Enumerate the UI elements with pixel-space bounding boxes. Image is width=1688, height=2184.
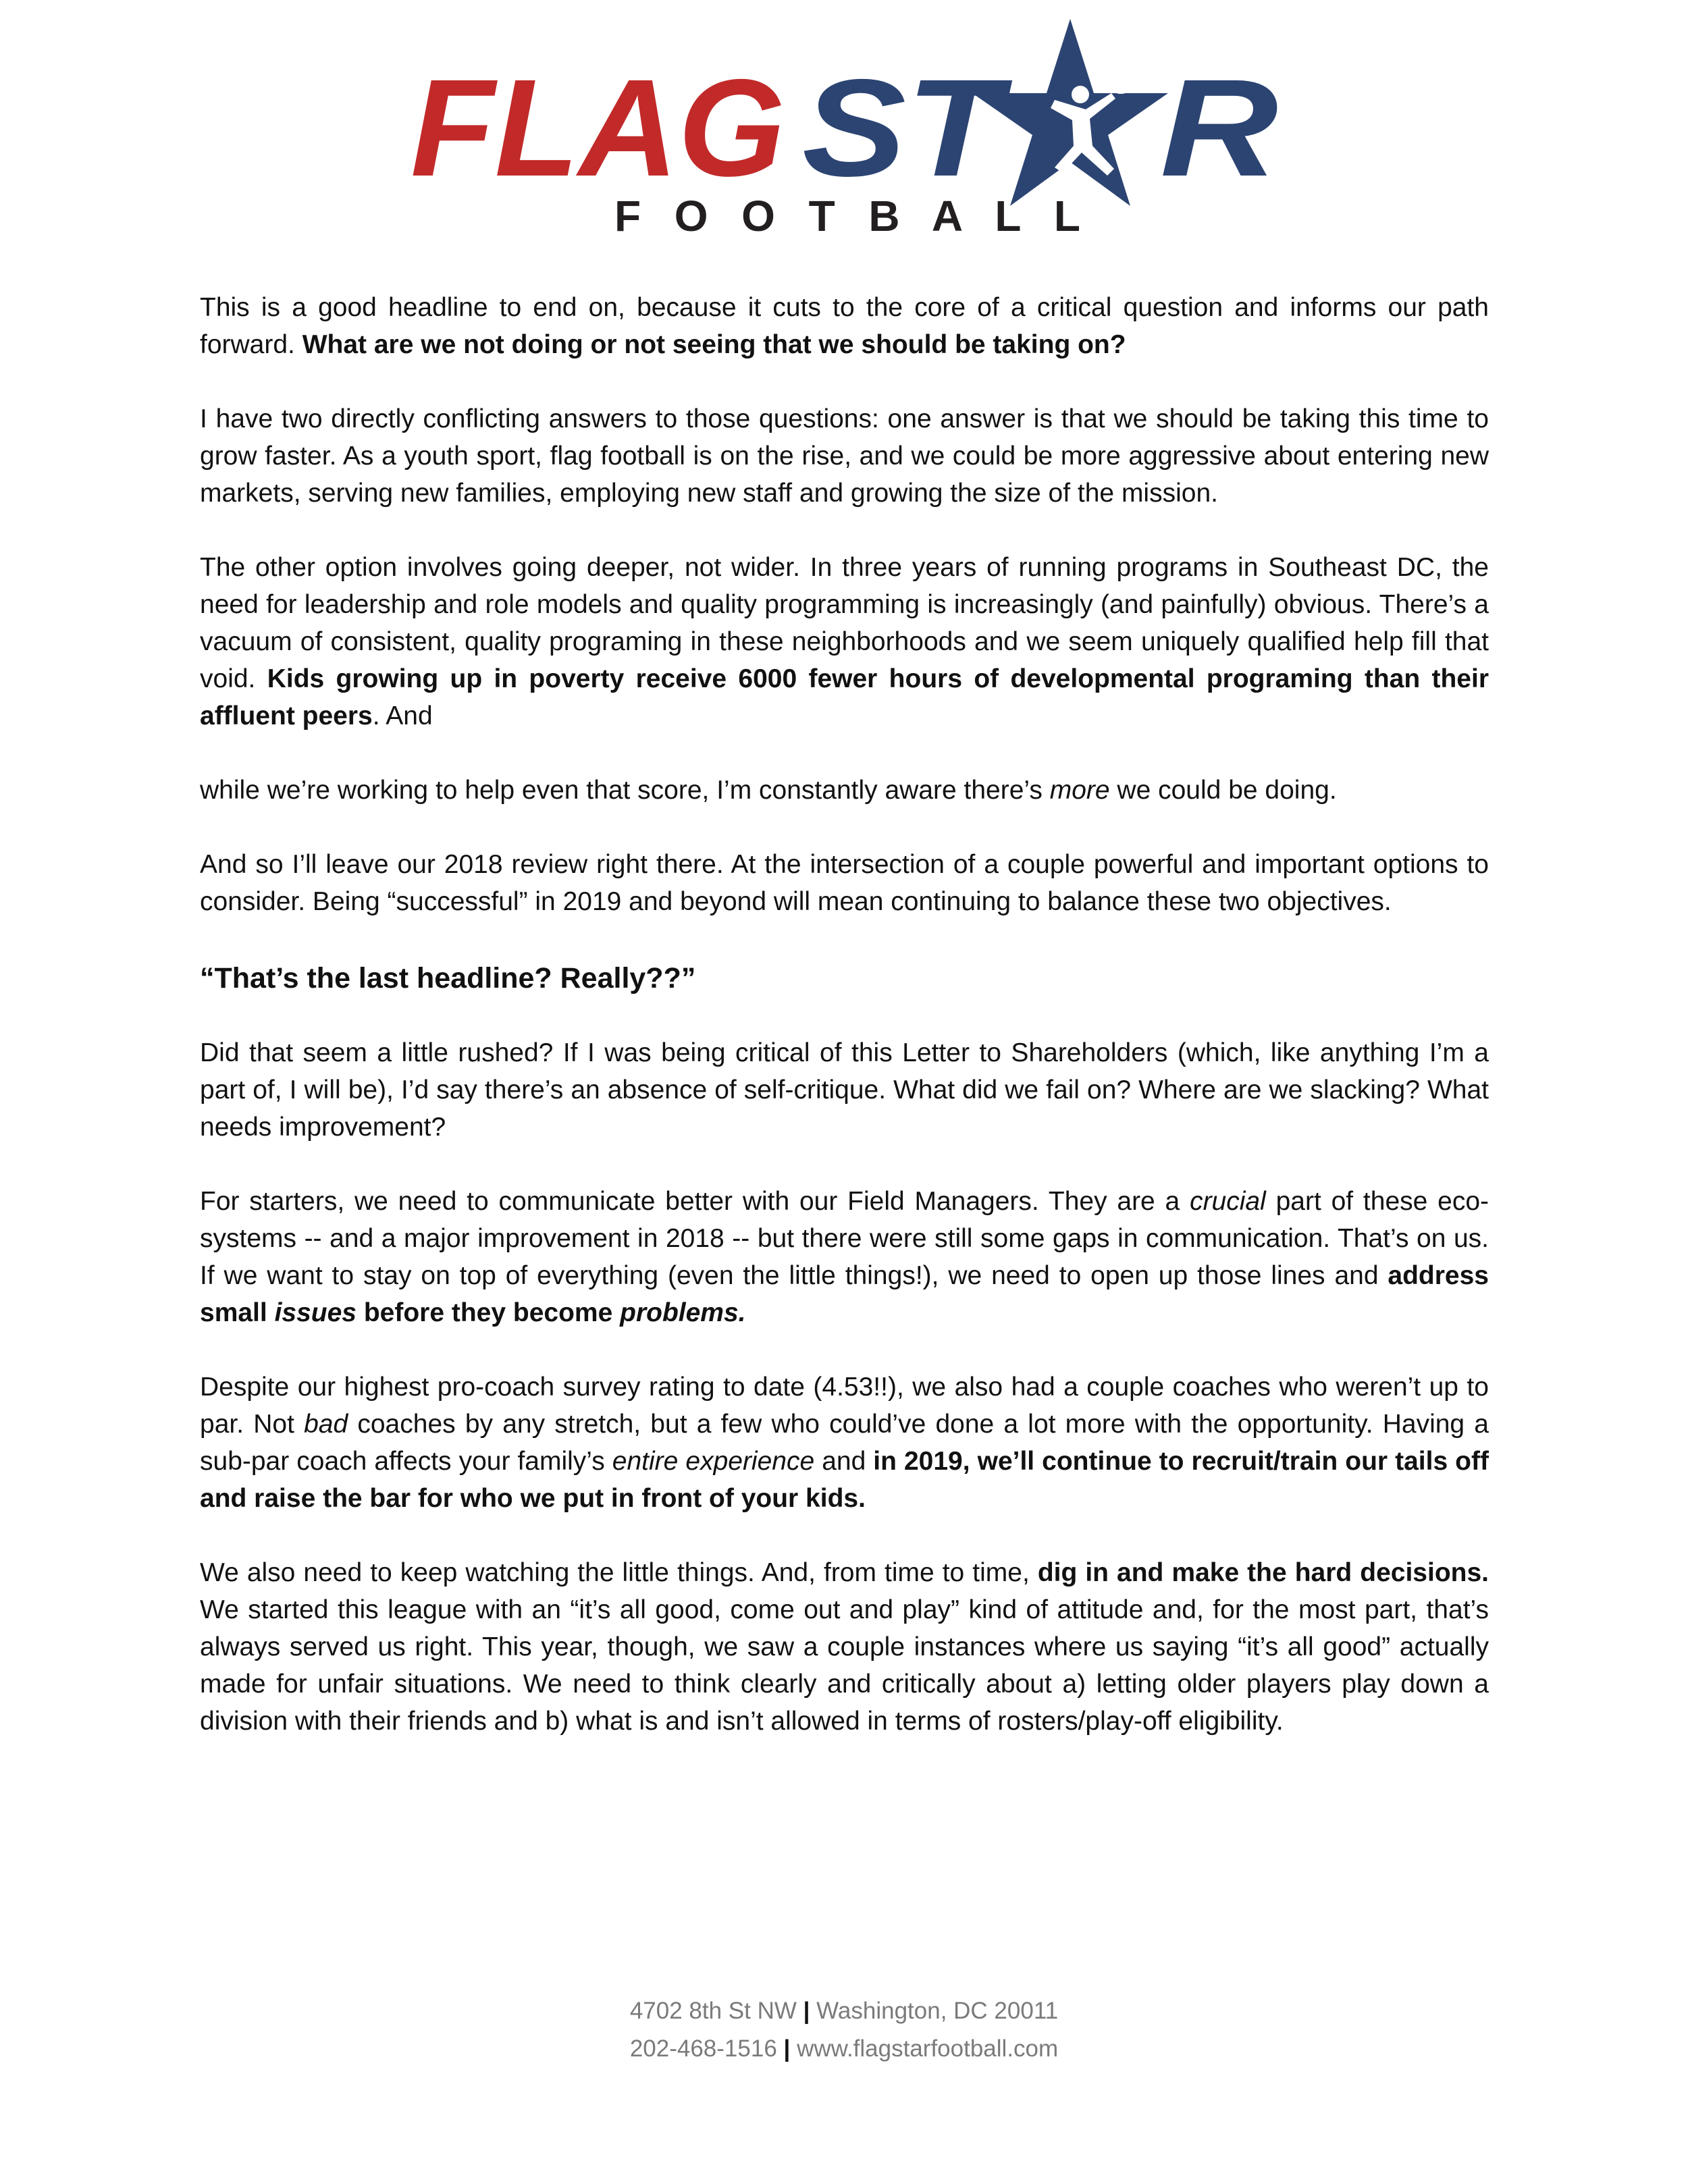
logo-subtitle: F O O T B A L L xyxy=(614,192,1080,240)
footer-contact-line xyxy=(0,2030,1688,2068)
paragraph-even-that-score: while we’re working to help even that score, I’m constantly aware there’s more we could be doing. xyxy=(200,776,1337,805)
paragraph-coaches: Despite our highest pro-coach survey rating to date (4.53!!), we also had a couple coaches who weren’t up to par. Not bad coaches by any stretch, but a few who could’ve done a lot more with the opportunity. Having a sub-par coach affects your family’s entire experience and in 2019, we’ll continue to recruit/train our tails off and raise the bar for who we put in front of your kids. xyxy=(200,1373,1489,1513)
footer-address-line xyxy=(0,1992,1688,2030)
logo-word-st: ST xyxy=(802,51,1013,205)
logo-word-flag: FLAG xyxy=(411,51,785,205)
logo-word-r: R xyxy=(1160,51,1278,205)
star-icon xyxy=(972,19,1168,206)
footer-separator: | xyxy=(803,1998,810,2024)
paragraph-headline-question: This is a good headline to end on, because it cuts to the core of a critical question and informs our path forward. What are we not doing or not seeing that we should be taking on? xyxy=(200,293,1489,359)
paragraph-self-critique: Did that seem a little rushed? If I was being critical of this Letter to Shareholders (which, like anything I’m a part of, I will be), I’d say there’s an absence of self-critique. What did we fail on? Where are we slacking? What needs improvement? xyxy=(200,1038,1489,1142)
paragraph-field-managers: For starters, we need to communicate better with our Field Managers. They are a crucial part of these eco-systems -- and a major improvement in 2018 -- but there were still some gaps in communication. That’s on us. If we want to stay on top of everything (even the little things!), we need to open up those lines and address small issues before they become problems. xyxy=(200,1187,1489,1327)
paragraph-going-deeper: The other option involves going deeper, not wider. In three years of running programs in Southeast DC, the need for leadership and role models and quality programming is increasingly (and painfully) obvious. There’s a vacuum of consistent, quality programing in these neighborhoods and we seem uniquely qualified help fill that void. Kids growing up in poverty receive 6000 fewer hours of developmental programing than their affluent peers. And xyxy=(200,553,1489,730)
footer-separator: | xyxy=(783,2035,791,2062)
paragraph-conflicting-answers: I have two directly conflicting answers to those questions: one answer is that we should be taking this time to grow faster. As a youth sport, flag football is on the rise, and we could be more aggressive about entering new markets, serving new families, employing new staff and growing the size of the mission. xyxy=(200,404,1489,508)
footer-contact xyxy=(0,1992,1688,2068)
paragraph-2018-review: And so I’ll leave our 2018 review right there. At the intersection of a couple powerful and important options to consider. Being “successful” in 2019 and beyond will mean continuing to balance these two objectives. xyxy=(200,850,1489,916)
footer-phone: 202-468-1516 xyxy=(629,2035,777,2062)
footer-street: 4702 8th St NW xyxy=(629,1998,797,2024)
section-heading: “That’s the last headline? Really??” xyxy=(200,962,696,994)
footer-website-link[interactable]: www.flagstarfootball.com xyxy=(797,2035,1059,2062)
letter-body xyxy=(200,289,1489,1777)
footer-city: Washington, DC 20011 xyxy=(816,1998,1059,2024)
flagstar-football-logo xyxy=(405,14,1283,243)
paragraph-hard-decisions: We also need to keep watching the little things. And, from time to time, dig in and make the hard decisions. We started this league with an “it’s all good, come out and play” kind of attitude and, for the most part, that’s always served us right. This year, though, we saw a couple instances where us saying “it’s all good” actually made for unfair situations. We need to think clearly and critically about a) letting older players play down a division with their friends and b) what is and isn’t allowed in terms of rosters/play-off eligibility. xyxy=(200,1558,1489,1736)
